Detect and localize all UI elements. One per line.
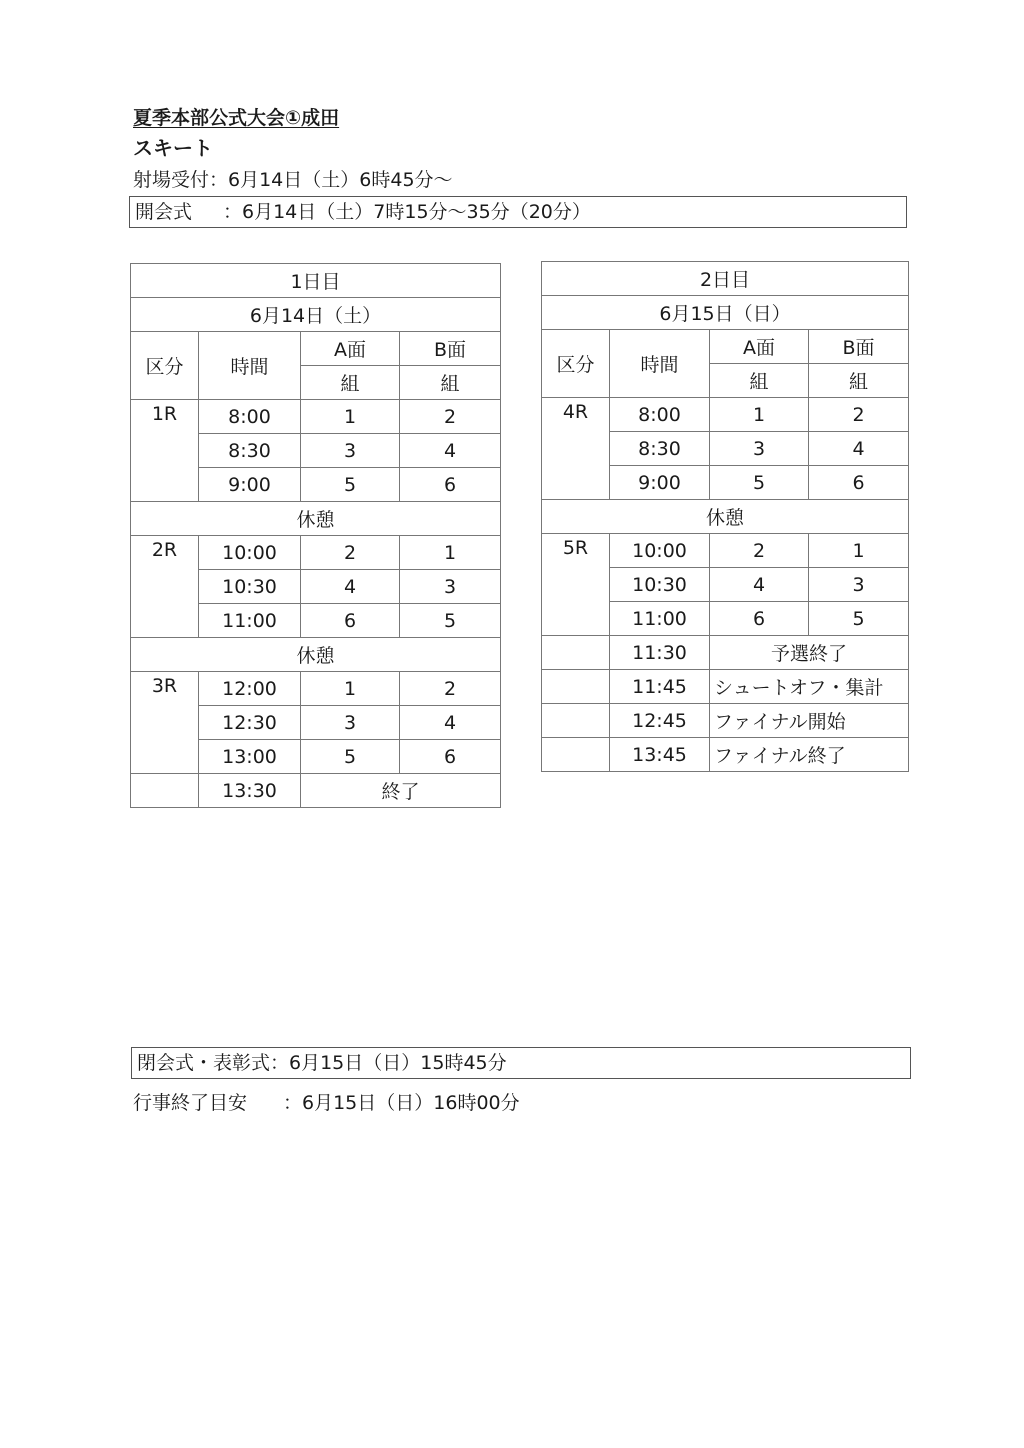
group-a-cell: 3 bbox=[301, 434, 400, 468]
table-row bbox=[542, 534, 909, 568]
empty-cell bbox=[542, 670, 610, 704]
opening-value: ：6月14日（土）7時15分～35分（20分） bbox=[223, 201, 591, 223]
group-a-cell: 5 bbox=[301, 468, 400, 502]
day-label: 2日目 bbox=[542, 262, 909, 296]
col-header-time: 時間 bbox=[199, 332, 301, 400]
col-header-group: 組 bbox=[301, 366, 400, 400]
time-cell: 8:30 bbox=[610, 432, 710, 466]
col-header-b-face: B面 bbox=[809, 330, 909, 364]
end-guide-value: ：6月15日（日）16時00分 bbox=[283, 1092, 520, 1114]
event-label: 予選終了 bbox=[710, 636, 909, 670]
group-b-cell: 4 bbox=[400, 706, 501, 740]
group-b-cell: 1 bbox=[400, 536, 501, 570]
col-header-time: 時間 bbox=[610, 330, 710, 398]
col-header-a-face: A面 bbox=[301, 332, 400, 366]
table-row bbox=[542, 738, 909, 772]
empty-cell bbox=[542, 738, 610, 772]
time-cell: 11:30 bbox=[610, 636, 710, 670]
day-date: 6月14日（土） bbox=[131, 298, 501, 332]
table-row bbox=[131, 400, 501, 434]
group-a-cell: 2 bbox=[301, 536, 400, 570]
end-label: 終了 bbox=[301, 774, 501, 808]
group-a-cell: 1 bbox=[301, 400, 400, 434]
group-a-cell: 4 bbox=[710, 568, 809, 602]
event-end-guide bbox=[133, 1089, 520, 1117]
group-b-cell: 3 bbox=[400, 570, 501, 604]
opening-label: 開会式 bbox=[135, 201, 193, 223]
col-header-a-face: A面 bbox=[710, 330, 809, 364]
day-label: 1日目 bbox=[131, 264, 501, 298]
event-label: ファイナル開始 bbox=[710, 704, 909, 738]
group-a-cell: 6 bbox=[301, 604, 400, 638]
empty-cell bbox=[542, 704, 610, 738]
col-header-b-face: B面 bbox=[400, 332, 501, 366]
event-label: シュートオフ・集計 bbox=[710, 670, 909, 704]
group-b-cell: 2 bbox=[809, 398, 909, 432]
time-cell: 13:45 bbox=[610, 738, 710, 772]
round-label: 1R bbox=[131, 400, 199, 502]
event-label: ファイナル終了 bbox=[710, 738, 909, 772]
col-header-group: 組 bbox=[710, 364, 809, 398]
group-b-cell: 6 bbox=[400, 740, 501, 774]
empty-cell bbox=[131, 774, 199, 808]
time-cell: 11:00 bbox=[610, 602, 710, 636]
table-row bbox=[131, 672, 501, 706]
group-b-cell: 4 bbox=[400, 434, 501, 468]
break-row: 休憩 bbox=[131, 638, 501, 672]
round-label: 2R bbox=[131, 536, 199, 638]
time-cell: 10:00 bbox=[199, 536, 301, 570]
time-cell: 12:30 bbox=[199, 706, 301, 740]
group-b-cell: 3 bbox=[809, 568, 909, 602]
group-a-cell: 3 bbox=[301, 706, 400, 740]
day1-schedule-table bbox=[130, 263, 501, 808]
day2-schedule-table bbox=[541, 261, 909, 772]
group-b-cell: 6 bbox=[809, 466, 909, 500]
col-header-section: 区分 bbox=[542, 330, 610, 398]
table-row bbox=[542, 670, 909, 704]
group-a-cell: 1 bbox=[301, 672, 400, 706]
group-b-cell: 6 bbox=[400, 468, 501, 502]
break-row: 休憩 bbox=[131, 502, 501, 536]
time-cell: 12:45 bbox=[610, 704, 710, 738]
event-name: スキート bbox=[133, 136, 213, 160]
time-cell: 13:00 bbox=[199, 740, 301, 774]
group-a-cell: 6 bbox=[710, 602, 809, 636]
time-cell: 8:00 bbox=[610, 398, 710, 432]
round-label: 5R bbox=[542, 534, 610, 636]
closing-ceremony-box: 閉会式・表彰式：6月15日（日）15時45分 bbox=[131, 1047, 911, 1079]
round-label: 3R bbox=[131, 672, 199, 774]
time-cell: 13:30 bbox=[199, 774, 301, 808]
group-b-cell: 5 bbox=[809, 602, 909, 636]
document-title: 夏季本部公式大会①成田 bbox=[133, 107, 340, 129]
time-cell: 10:30 bbox=[199, 570, 301, 604]
time-cell: 11:00 bbox=[199, 604, 301, 638]
time-cell: 8:30 bbox=[199, 434, 301, 468]
time-cell: 10:30 bbox=[610, 568, 710, 602]
table-row bbox=[542, 636, 909, 670]
group-a-cell: 4 bbox=[301, 570, 400, 604]
group-a-cell: 2 bbox=[710, 534, 809, 568]
opening-ceremony-box bbox=[129, 196, 907, 228]
group-a-cell: 5 bbox=[710, 466, 809, 500]
time-cell: 9:00 bbox=[610, 466, 710, 500]
group-a-cell: 1 bbox=[710, 398, 809, 432]
time-cell: 9:00 bbox=[199, 468, 301, 502]
end-guide-label: 行事終了目安 bbox=[133, 1092, 248, 1114]
group-b-cell: 5 bbox=[400, 604, 501, 638]
time-cell: 10:00 bbox=[610, 534, 710, 568]
reception-time: 射場受付：6月14日（土）6時45分～ bbox=[133, 169, 453, 191]
time-cell: 11:45 bbox=[610, 670, 710, 704]
table-row bbox=[131, 536, 501, 570]
day-date: 6月15日（日） bbox=[542, 296, 909, 330]
group-b-cell: 2 bbox=[400, 400, 501, 434]
time-cell: 12:00 bbox=[199, 672, 301, 706]
table-row bbox=[542, 398, 909, 432]
group-b-cell: 4 bbox=[809, 432, 909, 466]
break-row: 休憩 bbox=[542, 500, 909, 534]
table-row bbox=[542, 704, 909, 738]
table-row bbox=[131, 774, 501, 808]
col-header-group: 組 bbox=[400, 366, 501, 400]
group-a-cell: 3 bbox=[710, 432, 809, 466]
group-a-cell: 5 bbox=[301, 740, 400, 774]
col-header-group: 組 bbox=[809, 364, 909, 398]
time-cell: 8:00 bbox=[199, 400, 301, 434]
col-header-section: 区分 bbox=[131, 332, 199, 400]
group-b-cell: 2 bbox=[400, 672, 501, 706]
empty-cell bbox=[542, 636, 610, 670]
group-b-cell: 1 bbox=[809, 534, 909, 568]
round-label: 4R bbox=[542, 398, 610, 500]
